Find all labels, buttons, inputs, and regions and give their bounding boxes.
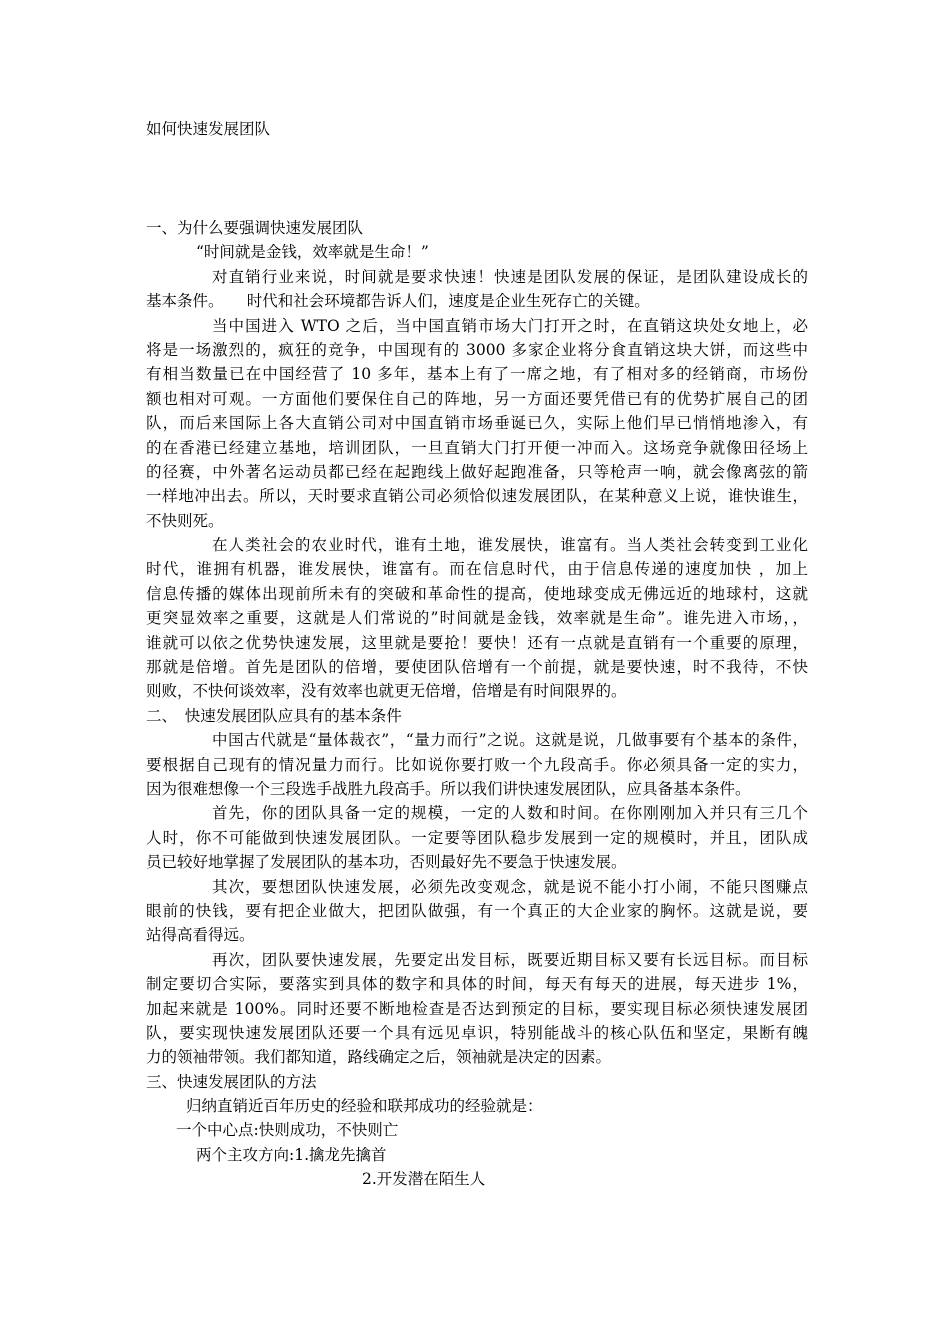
paragraph-line: 因为很难想像一个三段选手战胜九段高手。所以我们讲快速发展团队，应具备基本条件。 xyxy=(146,779,751,798)
section-heading-2: 二、 快速发展团队应具有的基本条件 xyxy=(146,706,402,725)
paragraph-line: 更突显效率之重要，这就是人们常说的”时间就是金钱，效率就是生命”。谁先进入市场，， xyxy=(146,609,808,628)
paragraph-line: 有相当数量已在中国经营了 10 多年，基本上有了一席之地，有了相对多的经销商，市场份 xyxy=(146,365,808,384)
paragraph-line: 谁就可以依之优势快速发展，这里就是要抢！要快！还有一点就是直销有一个重要的原理， xyxy=(146,633,808,652)
paragraph-line: 在人类社会的农业时代，谁有土地，谁发展快，谁富有。当人类社会转变到工业化 xyxy=(212,536,808,555)
document-body xyxy=(146,216,808,1192)
paragraph-line: 那就是倍增。首先是团队的倍增，要使团队倍增有一个前提，就是要快速，时不我待，不快 xyxy=(146,658,808,677)
paragraph-line: 人时，你不可能做到快速发展团队。一定要等团队稳步发展到一定的规模时，并且，团队成 xyxy=(146,828,808,847)
paragraph-line: 的径赛，中外著名运动员都已经在起跑线上做好起跑准备，只等枪声一响，就会像离弦的箭 xyxy=(146,462,808,481)
paragraph-line: 则败，不快何谈效率，没有效率也就更无倍增，倍增是有时间限界的。 xyxy=(146,682,627,701)
direction-line: 两个主攻方向:1.擒龙先擒首 xyxy=(196,1145,387,1164)
paragraph-line: 的在香港已经建立基地，培训团队，一旦直销大门打开便一冲而入。这场竞争就像田径场上 xyxy=(146,438,808,457)
summary-line: 归纳直销近百年历史的经验和联邦成功的经验就是： xyxy=(186,1097,543,1116)
center-point-line: 一个中心点:快则成功，不快则亡 xyxy=(176,1121,399,1140)
paragraph-line: 其次，要想团队快速发展，必须先改变观念，就是说不能小打小闹，不能只图赚点 xyxy=(212,877,808,896)
paragraph-line: 基本条件。 时代和社会环境都告诉人们，速度是企业生死存亡的关键。 xyxy=(146,292,650,311)
paragraph-line: 信息传播的媒体出现前所未有的突破和革命性的提高，使地球变成无佛远近的地球村，这就 xyxy=(146,584,808,603)
paragraph-line: 再次，团队要快速发展，先要定出发目标，既要近期目标又要有长远目标。而目标 xyxy=(212,950,808,969)
paragraph-line: 对直销行业来说，时间就是要求快速！快速是团队发展的保证，是团队建设成长的 xyxy=(212,267,808,286)
document-title: 如何快速发展团队 xyxy=(146,120,271,138)
paragraph-line: 队，而后来国际上各大直销公司对中国直销市场垂诞已久，实际上他们早已悄悄地渗入，有 xyxy=(146,414,808,433)
paragraph-line: 眼前的快钱，要有把企业做大，把团队做强，有一个真正的大企业家的胸怀。这就是说，要 xyxy=(146,901,808,920)
paragraph-line: 时代，谁拥有机器，谁发展快，谁富有。而在信息时代，由于信息传递的速度加快 ，加上 xyxy=(146,560,808,579)
section-heading-1: 一、为什么要强调快速发展团队 xyxy=(146,219,364,237)
paragraph-line: 站得高看得远。 xyxy=(146,926,255,945)
paragraph-line: 队，要实现快速发展团队还要一个具有远见卓识，特别能战斗的核心队伍和坚定，果断有魄 xyxy=(146,1023,808,1042)
paragraph-line: 首先，你的团队具备一定的规模，一定的人数和时间。在你刚刚加入并只有三几个 xyxy=(212,804,808,823)
paragraph-line: 制定要切合实际，要落实到具体的数字和具体的时间，每天有每天的进展，每天进步 1%， xyxy=(146,975,808,994)
paragraph-line: 当中国进入 WTO 之后，当中国直销市场大门打开之时，在直销这块处女地上，必 xyxy=(212,316,808,335)
paragraph-line: 员已较好地掌握了发展团队的基本功，否则最好先不要急于快速发展。 xyxy=(146,853,627,872)
paragraph-line: 额也相对可观。一方面他们要保住自己的阵地，另一方面还要凭借已有的优势扩展自己的团 xyxy=(146,389,808,408)
paragraph-line: 加起来就是 100%。同时还要不断地检查是否达到预定的目标，要实现目标必须快速发展团 xyxy=(146,999,808,1018)
paragraph-line: 一样地冲出去。所以，天时要求直销公司必须恰似速发展团队，在某种意义上说，谁快谁生， xyxy=(146,487,808,506)
paragraph-line: 将是一场激烈的，疯狂的竞争，中国现有的 3000 多家企业将分食直销这块大饼，而这些中 xyxy=(146,340,808,359)
section-heading-3: 三、快速发展团队的方法 xyxy=(146,1072,317,1091)
paragraph-line: 中国古代就是“量体裁衣”，“量力而行”之说。这就是说，几做事要有个基本的条件， xyxy=(212,731,808,750)
quote-line: “时间就是金钱，效率就是生命！” xyxy=(196,243,429,262)
paragraph-line: 力的领袖带领。我们都知道，路线确定之后，领袖就是决定的因素。 xyxy=(146,1048,612,1067)
paragraph-line: 要根据自己现有的情况量力而行。比如说你要打败一个九段高手。你必须具备一定的实力， xyxy=(146,755,808,774)
paragraph-line: 不快则死。 xyxy=(146,511,224,530)
direction-subitem-line: 2.开发潜在陌生人 xyxy=(362,1170,486,1189)
